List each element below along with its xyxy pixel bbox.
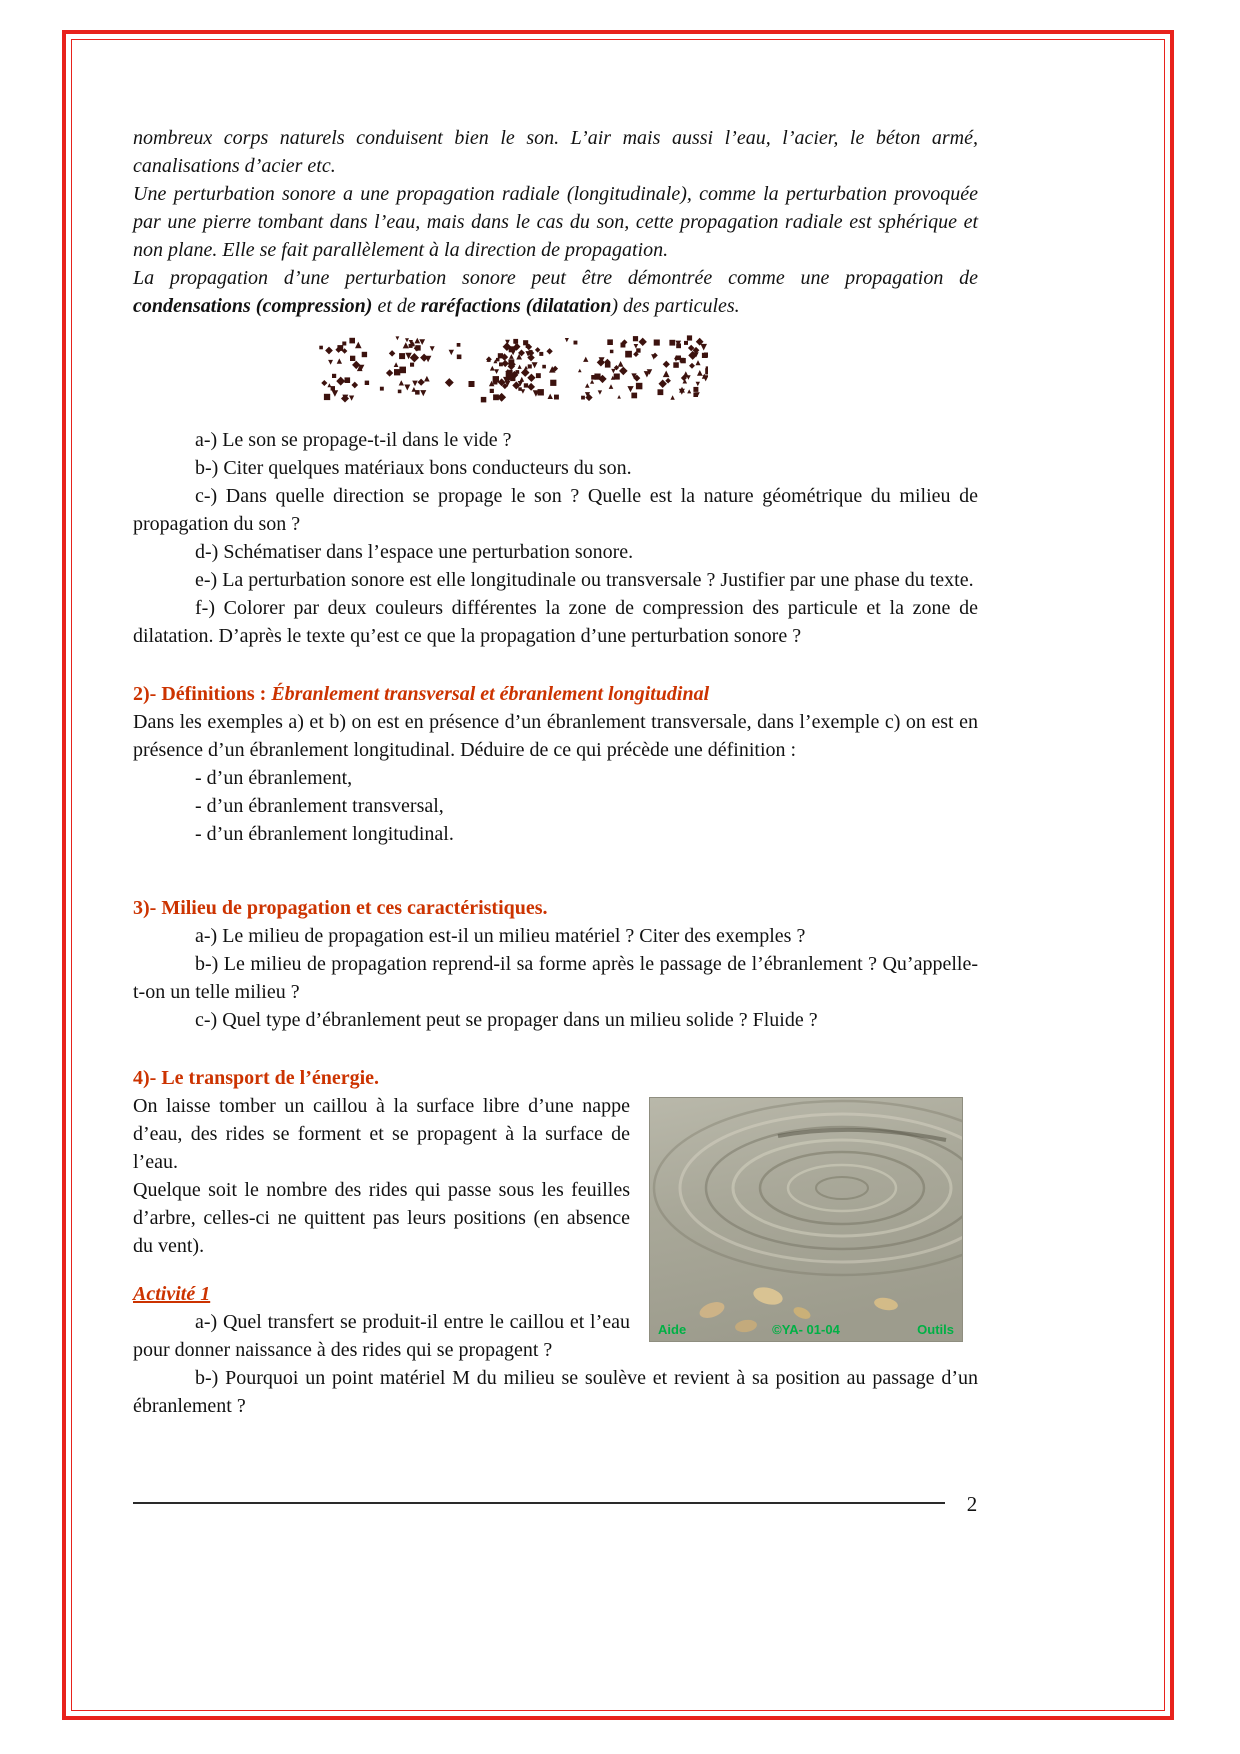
activity-question-a: a-) Quel transfert se produit-il entre le caillou et l’eau pour donner naissance à des rides qui se propagent ?: [133, 1311, 630, 1361]
section-4-paragraph-2: Quelque soit le nombre des rides qui passe sous les feuilles d’arbre, celles-ci ne quittent pas leurs positions (en absence du vent).: [133, 1179, 630, 1257]
water-ripples-image: [650, 1098, 962, 1341]
particle-diagram: [318, 332, 708, 404]
intro-paragraph-1: nombreux corps naturels conduisent bien le son. L’air mais aussi l’eau, l’acier, le béton armé, canalisations d’acier etc.: [133, 127, 978, 177]
water-ripples-photo: [650, 1098, 962, 1341]
section-2-heading-subtitle: Ébranlement transversal et ébranlement longitudinal: [271, 683, 710, 705]
question-1e: e-) La perturbation sonore est elle longitudinale ou transversale ? Justifier par une phase du texte.: [195, 569, 974, 591]
section-4-heading: 4)- Le transport de l’énergie.: [133, 1067, 380, 1089]
activity-1-title: Activité 1: [133, 1283, 211, 1305]
section-3-heading: 3)- Milieu de propagation et ces caractéristiques.: [133, 897, 548, 919]
activity-question-b: b-) Pourquoi un point matériel M du milieu se soulève et revient à sa position au passage d’un ébranlement ?: [133, 1367, 978, 1417]
intro-paragraph-2: Une perturbation sonore a une propagation radiale (longitudinale), comme la perturbation provoquée par une pierre tombant dans l’eau, mais dans le cas du son, cette propagation radiale est sphérique et non plane. Elle se fait parallèlement à la direction de propagation.: [133, 183, 978, 261]
definition-item-longitudinal: - d’un ébranlement longitudinal.: [195, 823, 454, 845]
section-4-paragraph-1: On laisse tomber un caillou à la surface libre d’une nappe d’eau, des rides se forment et se propagent à la surface de l’eau.: [133, 1095, 630, 1173]
photo-label-outils: Outils: [917, 1322, 954, 1337]
photo-label-copyright: ©YA- 01-04: [772, 1322, 840, 1337]
intro-p3-middle: et de: [372, 295, 421, 317]
page-content: [133, 124, 978, 1420]
question-1a: a-) Le son se propage-t-il dans le vide ?: [195, 429, 512, 451]
section-2-heading-label: 2)- Définitions :: [133, 683, 272, 705]
section-2-heading: [133, 680, 978, 708]
particle-diagram-svg: [318, 332, 708, 404]
intro-p3-start: La propagation d’une perturbation sonore peut être démontrée comme une propagation de: [133, 267, 978, 289]
question-1f: f-) Colorer par deux couleurs différentes la zone de compression des particule et la zone de dilatation. D’après le texte qu’est ce que la propagation d’une perturbation sonore ?: [133, 597, 978, 647]
question-3a: a-) Le milieu de propagation est-il un milieu matériel ? Citer des exemples ?: [195, 925, 806, 947]
intro-p3-condensations: condensations (compression): [133, 295, 373, 317]
intro-paragraph-3: [133, 264, 978, 320]
question-3c: c-) Quel type d’ébranlement peut se propager dans un milieu solide ? Fluide ?: [195, 1009, 818, 1031]
question-1d: d-) Schématiser dans l’espace une perturbation sonore.: [195, 541, 634, 563]
photo-label-aide: Aide: [658, 1322, 687, 1337]
footer-divider: [133, 1502, 945, 1504]
intro-p3-rarefactions: raréfactions (dilatation: [420, 295, 612, 317]
section-4: [133, 1064, 978, 1420]
question-1c: c-) Dans quelle direction se propage le son ? Quelle est la nature géométrique du milieu de propagation du son ?: [133, 485, 978, 535]
section-2-body: Dans les exemples a) et b) on est en présence d’un ébranlement transversale, dans l’exemple c) on est en présence d’un ébranlement longitudinal. Déduire de ce qui précède une définition :: [133, 711, 978, 761]
intro-p3-end: ) des particules.: [611, 295, 740, 317]
page-number: 2: [966, 1492, 978, 1516]
definition-item-ebranlement: - d’un ébranlement,: [195, 767, 353, 789]
question-1b: b-) Citer quelques matériaux bons conducteurs du son.: [195, 457, 632, 479]
definition-item-transversal: - d’un ébranlement transversal,: [195, 795, 444, 817]
question-3b: b-) Le milieu de propagation reprend-il sa forme après le passage de l’ébranlement ? Qu’appelle-t-on un telle milieu ?: [133, 953, 978, 1003]
